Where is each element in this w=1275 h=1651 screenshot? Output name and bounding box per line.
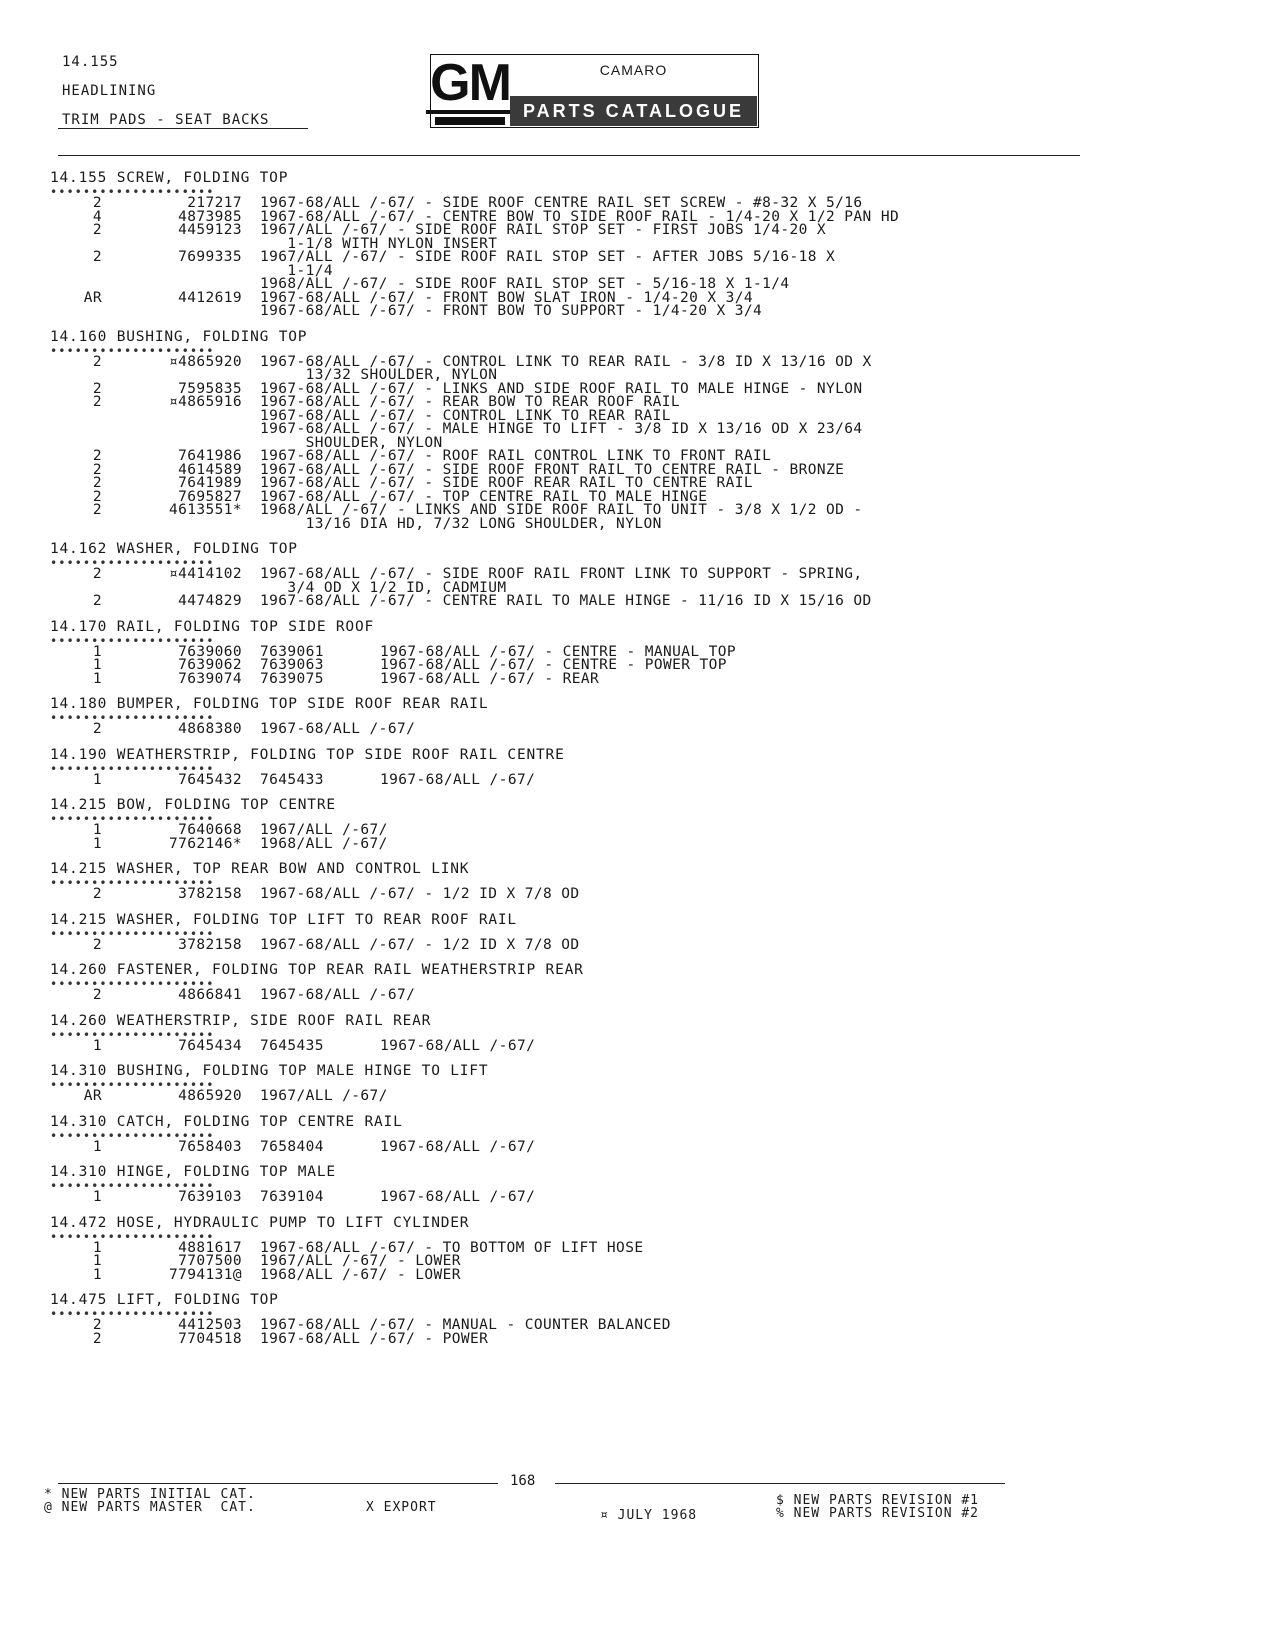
part-quantity: 1 xyxy=(92,1253,102,1269)
part-number: 4866841 xyxy=(178,987,242,1003)
part-row xyxy=(50,305,1080,319)
group-heading: 14.215 WASHER, TOP REAR BOW AND CONTROL LINK xyxy=(50,861,470,877)
part-number: 7707500 xyxy=(178,1253,242,1269)
section-number: 14.155 xyxy=(62,54,119,70)
parts-group xyxy=(50,859,1080,902)
dot-leader: •••••••••••••••••••• xyxy=(50,185,215,199)
parts-group xyxy=(50,539,1080,609)
part-quantity: 2 xyxy=(92,353,102,370)
part-description: 1968/ALL /-67/ - LOWER xyxy=(260,1266,461,1283)
part-quantity: 1 xyxy=(92,1239,102,1256)
part-description: 1967-68/ALL /-67/ xyxy=(380,1138,536,1155)
part-number: 7645432 xyxy=(178,771,242,788)
part-quantity: 1 xyxy=(92,835,102,852)
part-description: 1967-68/ALL /-67/ - ROOF RAIL CONTROL LINK TO FRONT RAIL xyxy=(260,448,772,464)
group-heading: 14.155 SCREW, FOLDING TOP xyxy=(50,170,289,186)
part-row xyxy=(50,835,1080,852)
part-quantity: 1 xyxy=(92,1189,102,1205)
group-heading: 14.215 BOW, FOLDING TOP CENTRE xyxy=(50,797,336,813)
dot-leader: •••••••••••••••••••• xyxy=(50,876,215,890)
part-number: 4868380 xyxy=(178,721,242,737)
part-quantity: 2 xyxy=(92,886,102,902)
part-quantity: 2 xyxy=(92,987,102,1003)
part-quantity: 2 xyxy=(92,222,102,238)
part-number: 3782158 xyxy=(178,936,242,953)
part-row xyxy=(50,1090,1080,1104)
part-row xyxy=(50,1330,1080,1347)
part-description: 1967-68/ALL /-67/ - TO BOTTOM OF LIFT HOSE xyxy=(260,1239,644,1256)
part-number: 7658403 xyxy=(178,1138,242,1155)
group-heading: 14.472 HOSE, HYDRAULIC PUMP TO LIFT CYLINDER xyxy=(50,1214,470,1231)
part-row xyxy=(50,888,1080,902)
part-description: 1967/ALL /-67/ - LOWER xyxy=(260,1253,461,1269)
part-number: 4613551* xyxy=(168,502,242,518)
header-rule-long xyxy=(58,155,1080,156)
parts-group xyxy=(50,1112,1080,1155)
group-heading: 14.170 RAIL, FOLDING TOP SIDE ROOF xyxy=(50,618,375,635)
part-number: 217217 xyxy=(187,195,242,211)
parts-group xyxy=(50,694,1080,737)
group-heading: 14.215 WASHER, FOLDING TOP LIFT TO REAR ROOF RAIL xyxy=(50,911,517,928)
part-description: 1968/ALL /-67/ - LINKS AND SIDE ROOF RAIL TO UNIT - 3/8 X 1/2 OD - xyxy=(260,502,863,518)
legend-new-master: @ NEW PARTS MASTER CAT. xyxy=(44,1500,256,1515)
part-number: 4881617 xyxy=(178,1239,242,1256)
legend-export: X EXPORT xyxy=(366,1500,437,1515)
part-row xyxy=(50,251,1080,265)
part-row xyxy=(50,568,1080,582)
dot-leader: •••••••••••••••••••• xyxy=(50,711,215,725)
part-number: 7704518 xyxy=(178,1330,242,1347)
part-number: ¤4414102 xyxy=(168,566,242,582)
part-quantity: 1 xyxy=(92,1037,102,1054)
part-description: 1967-68/ALL /-67/ - SIDE ROOF CENTRE RAIL SET SCREW - #8-32 X 5/16 xyxy=(260,195,863,211)
section-title-trim-pads: TRIM PADS - SEAT BACKS xyxy=(62,112,270,128)
part-number: 7595835 xyxy=(178,380,242,397)
group-heading: 14.310 BUSHING, FOLDING TOP MALE HINGE TO LIFT xyxy=(50,1063,489,1079)
part-description: 1967-68/ALL /-67/ xyxy=(380,1189,536,1205)
part-description: 1967-68/ALL /-67/ - CENTRE - POWER TOP xyxy=(380,657,727,673)
group-heading: 14.260 WEATHERSTRIP, SIDE ROOF RAIL REAR xyxy=(50,1012,432,1029)
part-number: ¤4865916 xyxy=(168,394,242,410)
group-heading: 14.475 LIFT, FOLDING TOP xyxy=(50,1292,279,1308)
group-heading: 14.310 CATCH, FOLDING TOP CENTRE RAIL xyxy=(50,1113,403,1130)
part-number: 7641986 xyxy=(178,448,242,464)
dot-leader: •••••••••••••••••••• xyxy=(50,633,215,648)
part-number: 7699335 xyxy=(178,249,242,265)
part-quantity: 1 xyxy=(92,643,102,660)
part-description: 1967-68/ALL /-67/ - LINKS AND SIDE ROOF RAIL TO MALE HINGE - NYLON xyxy=(260,380,863,397)
part-description: 1967-68/ALL /-67/ - SIDE ROOF REAR RAIL TO CENTRE RAIL xyxy=(260,475,754,491)
dot-leader: •••••••••••••••••••• xyxy=(50,556,215,570)
part-description: 1967/ALL /-67/ xyxy=(260,822,388,838)
part-number: 4412619 xyxy=(178,289,242,306)
part-row xyxy=(50,723,1080,737)
dot-leader: •••••••••••••••••••• xyxy=(50,812,215,826)
part-number: 7641989 xyxy=(178,475,242,491)
part-number: 4459123 xyxy=(178,222,242,238)
part-quantity: 2 xyxy=(92,475,102,491)
part-row xyxy=(50,1138,1080,1155)
parts-group xyxy=(50,745,1080,788)
part-quantity: 2 xyxy=(92,461,102,478)
part-number-alt: 7639063 xyxy=(260,657,324,673)
part-quantity: 2 xyxy=(92,380,102,397)
parts-group xyxy=(50,960,1080,1003)
part-description: 1967-68/ALL /-67/ - 1/2 ID X 7/8 OD xyxy=(260,936,580,953)
part-number: 7639103 xyxy=(178,1189,242,1205)
dot-leader: •••••••••••••••••••• xyxy=(50,1179,215,1193)
part-description: 1967-68/ALL /-67/ - 1/2 ID X 7/8 OD xyxy=(260,886,580,902)
parts-group xyxy=(50,1061,1080,1104)
catalogue-title: PARTS CATALOGUE xyxy=(510,96,757,126)
part-number: ¤4865920 xyxy=(168,353,242,370)
dot-leader: •••••••••••••••••••• xyxy=(50,926,215,941)
part-number: 7794131@ xyxy=(168,1266,242,1283)
part-description: 1967-68/ALL /-67/ xyxy=(260,721,416,737)
part-quantity: 1 xyxy=(92,771,102,788)
parts-group xyxy=(50,1213,1080,1283)
part-number: 7639062 xyxy=(178,657,242,673)
part-quantity: 4 xyxy=(92,208,102,225)
dot-leader: •••••••••••••••••••• xyxy=(50,1078,215,1092)
footer-rule-left xyxy=(58,1483,498,1484)
part-row xyxy=(50,423,1080,437)
part-description: 1967-68/ALL /-67/ - FRONT BOW TO SUPPORT - 1/4-20 X 3/4 xyxy=(260,303,763,319)
dot-leader: •••••••••••••••••••• xyxy=(50,1128,215,1143)
part-quantity: 2 xyxy=(92,249,102,265)
part-number: 4614589 xyxy=(178,461,242,478)
part-number: 4873985 xyxy=(178,208,242,225)
part-row xyxy=(50,1037,1080,1054)
part-number: 7639074 xyxy=(178,670,242,687)
part-number-alt: 7645433 xyxy=(260,771,324,788)
section-title-headlining: HEADLINING xyxy=(62,83,157,99)
header-rule-short xyxy=(58,128,308,129)
part-quantity: 2 xyxy=(92,936,102,953)
part-number: 4865920 xyxy=(178,1088,242,1104)
part-description: 1968/ALL /-67/ - SIDE ROOF RAIL STOP SET - 5/16-18 X 1-1/4 xyxy=(260,276,790,292)
part-quantity: 1 xyxy=(92,1138,102,1155)
gm-logo xyxy=(432,56,508,126)
parts-group xyxy=(50,327,1080,532)
part-number: 3782158 xyxy=(178,886,242,902)
part-description: SHOULDER, NYLON xyxy=(260,434,443,451)
parts-group xyxy=(50,1290,1080,1346)
section-header xyxy=(62,48,269,135)
part-description: 1967-68/ALL /-67/ - SIDE ROOF RAIL FRONT LINK TO SUPPORT - SPRING, xyxy=(260,566,863,582)
part-description: 13/32 SHOULDER, NYLON xyxy=(260,367,498,383)
legend-revision-2: % NEW PARTS REVISION #2 xyxy=(776,1506,980,1521)
part-description: 1967-68/ALL /-67/ - CENTRE - MANUAL TOP xyxy=(380,643,737,660)
footer-rule-right xyxy=(555,1483,1005,1484)
part-row xyxy=(50,1266,1080,1283)
part-description: 1967-68/ALL /-67/ - TOP CENTRE RAIL TO MALE HINGE xyxy=(260,488,708,505)
dot-leader: •••••••••••••••••••• xyxy=(50,343,215,358)
part-number: 7640668 xyxy=(178,822,242,838)
part-row xyxy=(50,670,1080,687)
parts-group xyxy=(50,168,1080,319)
part-description: 1967-68/ALL /-67/ - REAR xyxy=(380,670,600,687)
part-row xyxy=(50,1191,1080,1205)
part-quantity: 1 xyxy=(92,1266,102,1283)
part-row xyxy=(50,595,1080,609)
part-description: 1967-68/ALL /-67/ xyxy=(380,1037,536,1054)
part-quantity: 1 xyxy=(92,670,102,687)
part-row xyxy=(50,936,1080,953)
page-number: 168 xyxy=(510,1473,536,1489)
part-row xyxy=(50,515,1080,532)
part-description: 3/4 OD X 1/2 ID, CADMIUM xyxy=(260,579,507,596)
model-name: CAMARO xyxy=(599,62,668,78)
group-heading: 14.160 BUSHING, FOLDING TOP xyxy=(50,328,308,345)
part-description: 1967-68/ALL /-67/ - REAR BOW TO REAR ROOF RAIL xyxy=(260,394,680,410)
group-heading: 14.260 FASTENER, FOLDING TOP REAR RAIL WEATHERSTRIP REAR xyxy=(50,962,584,978)
part-number: 7695827 xyxy=(178,488,242,505)
part-quantity: 2 xyxy=(92,721,102,737)
part-quantity: 2 xyxy=(92,593,102,609)
part-row xyxy=(50,771,1080,788)
part-description: 13/16 DIA HD, 7/32 LONG SHOULDER, NYLON xyxy=(260,515,662,532)
part-number-alt: 7639075 xyxy=(260,670,324,687)
part-quantity: 2 xyxy=(92,394,102,410)
part-description: 1967-68/ALL /-67/ xyxy=(260,987,416,1003)
part-number: 7762146* xyxy=(168,835,242,852)
part-number-alt: 7645435 xyxy=(260,1037,324,1054)
part-description: 1967/ALL /-67/ - SIDE ROOF RAIL STOP SET - AFTER JOBS 5/16-18 X xyxy=(260,249,836,265)
legend-date: ¤ JULY 1968 xyxy=(600,1508,698,1523)
part-description: 1967-68/ALL /-67/ - POWER xyxy=(260,1330,489,1347)
gm-logo-bar xyxy=(435,117,505,125)
dot-leader: •••••••••••••••••••• xyxy=(50,977,215,991)
dot-leader: •••••••••••••••••••• xyxy=(50,1027,215,1042)
part-description: 1967-68/ALL /-67/ - FRONT BOW SLAT IRON - 1/4-20 X 3/4 xyxy=(260,289,754,306)
group-heading: 14.180 BUMPER, FOLDING TOP SIDE ROOF REAR RAIL xyxy=(50,696,489,712)
part-number: 4412503 xyxy=(178,1317,242,1333)
part-quantity: 2 xyxy=(92,566,102,582)
part-number-alt: 7639061 xyxy=(260,643,324,660)
part-description: 1967-68/ALL /-67/ - MANUAL - COUNTER BALANCED xyxy=(260,1317,671,1333)
part-quantity: 2 xyxy=(92,502,102,518)
part-quantity: 1 xyxy=(92,822,102,838)
parts-group xyxy=(50,910,1080,953)
parts-group xyxy=(50,1162,1080,1205)
group-heading: 14.310 HINGE, FOLDING TOP MALE xyxy=(50,1164,336,1180)
parts-group xyxy=(50,1011,1080,1054)
part-row xyxy=(50,353,1080,370)
part-description: 1-1/4 xyxy=(260,262,334,279)
part-description: 1968/ALL /-67/ xyxy=(260,835,388,852)
part-description: 1-1/8 WITH NYLON INSERT xyxy=(260,235,498,252)
part-number: 7639060 xyxy=(178,643,242,660)
dot-leader: •••••••••••••••••••• xyxy=(50,1229,215,1244)
part-quantity: AR xyxy=(83,1088,102,1104)
legend-revision-1: $ NEW PARTS REVISION #1 xyxy=(776,1493,980,1508)
part-number: 4474829 xyxy=(178,593,242,609)
group-heading: 14.190 WEATHERSTRIP, FOLDING TOP SIDE ROOF RAIL CENTRE xyxy=(50,746,565,763)
part-quantity: 2 xyxy=(92,1330,102,1347)
part-description: 1967-68/ALL /-67/ - CONTROL LINK TO REAR RAIL - 3/8 ID X 13/16 OD X xyxy=(260,353,872,370)
part-quantity: 2 xyxy=(92,1317,102,1333)
part-number-alt: 7639104 xyxy=(260,1189,324,1205)
legend-new-initial: * NEW PARTS INITIAL CAT. xyxy=(44,1487,256,1502)
part-row xyxy=(50,989,1080,1003)
part-quantity: 1 xyxy=(92,657,102,673)
part-description: 1967-68/ALL /-67/ - SIDE ROOF FRONT RAIL TO CENTRE RAIL - BRONZE xyxy=(260,461,845,478)
part-row xyxy=(50,224,1080,238)
part-description: 1967-68/ALL /-67/ - MALE HINGE TO LIFT - 3/8 ID X 13/16 OD X 23/64 xyxy=(260,421,863,437)
part-number-alt: 7658404 xyxy=(260,1138,324,1155)
parts-group xyxy=(50,617,1080,687)
footer-legend-left xyxy=(44,1488,256,1514)
part-description: 1967-68/ALL /-67/ - CENTRE BOW TO SIDE ROOF RAIL - 1/4-20 X 1/2 PAN HD xyxy=(260,208,900,225)
parts-group xyxy=(50,795,1080,851)
group-heading: 14.162 WASHER, FOLDING TOP xyxy=(50,541,298,557)
gm-logo-letters: GM xyxy=(426,56,514,114)
dot-leader: •••••••••••••••••••• xyxy=(50,761,215,776)
dot-leader: •••••••••••••••••••• xyxy=(50,1307,215,1321)
part-description: 1967-68/ALL /-67/ - CENTRE RAIL TO MALE HINGE - 11/16 ID X 15/16 OD xyxy=(260,593,872,609)
part-quantity: 2 xyxy=(92,195,102,211)
part-quantity: 2 xyxy=(92,488,102,505)
part-description: 1967/ALL /-67/ xyxy=(260,1088,388,1104)
part-number: 7645434 xyxy=(178,1037,242,1054)
part-description: 1967-68/ALL /-67/ - CONTROL LINK TO REAR RAIL xyxy=(260,407,671,424)
part-description: 1967/ALL /-67/ - SIDE ROOF RAIL STOP SET - FIRST JOBS 1/4-20 X xyxy=(260,222,827,238)
part-quantity: AR xyxy=(83,289,102,306)
part-description: 1967-68/ALL /-67/ xyxy=(380,771,536,788)
footer-legend-right xyxy=(776,1494,979,1520)
parts-list xyxy=(50,160,1080,1346)
part-quantity: 2 xyxy=(92,448,102,464)
